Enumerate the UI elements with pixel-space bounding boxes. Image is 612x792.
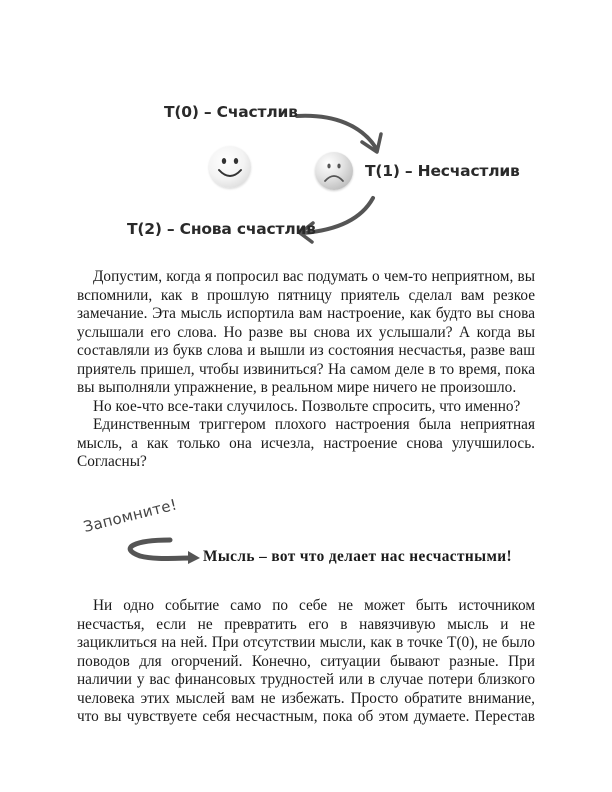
paragraph: Допустим, когда я попросил вас подумать о чем-то неприятном, вы вспомнили, как в прошлую пятницу приятель сделал вам резкое замечание. Эта мысль испортила вам настроение, как будто вы снова услышали его слова. Но разве вы снова их услышали? А когда вы составляли из букв слова и вышли из состояния несчастья, разве ваш приятель пришел, чтобы извиниться? На самом деле в то время, пока вы выполняли упражнение, в реальном мире ничего не произошло. [77, 268, 535, 396]
paragraph: Ни одно событие само по себе не может быть источником несчастья, если не превратить его в навязчивую мысль и не зациклиться на ней. При отсутствии мысли, как в точке T(0), не было поводов для огорчений. Конечно, ситуации бывают разные. При наличии у вас финансовых трудностей или в случае потери близкого человека этих мыслей вам не избежать. Просто обратите внимание, что вы чувствуете себя несчастным, пока об этом думаете. Перестав [77, 597, 535, 725]
remember-label: Запомните! [81, 495, 179, 536]
curved-arrow-right-icon [80, 500, 220, 575]
text-block-bottom [77, 597, 535, 727]
callout-heading: Мысль – вот что делает нас несчастными! [203, 548, 512, 565]
paragraph: Но кое-что все-таки случилось. Позвольте спросить, что именно? [93, 397, 521, 415]
text-block-top [77, 268, 535, 472]
remember-marker [80, 495, 220, 575]
label-t0: T(0) – Счастлив [164, 103, 298, 121]
mood-cycle-figure [100, 90, 520, 250]
smiley-happy-icon [209, 146, 251, 188]
smiley-sad-icon [315, 152, 353, 190]
label-t1: T(1) – Несчастлив [365, 162, 520, 180]
paragraph: Единственным триггером плохого настроения была неприятная мысль, а как только она исчезла, настроение снова улучшилось. Согласны? [77, 416, 535, 470]
label-t2: T(2) – Снова счастлив [127, 220, 316, 238]
